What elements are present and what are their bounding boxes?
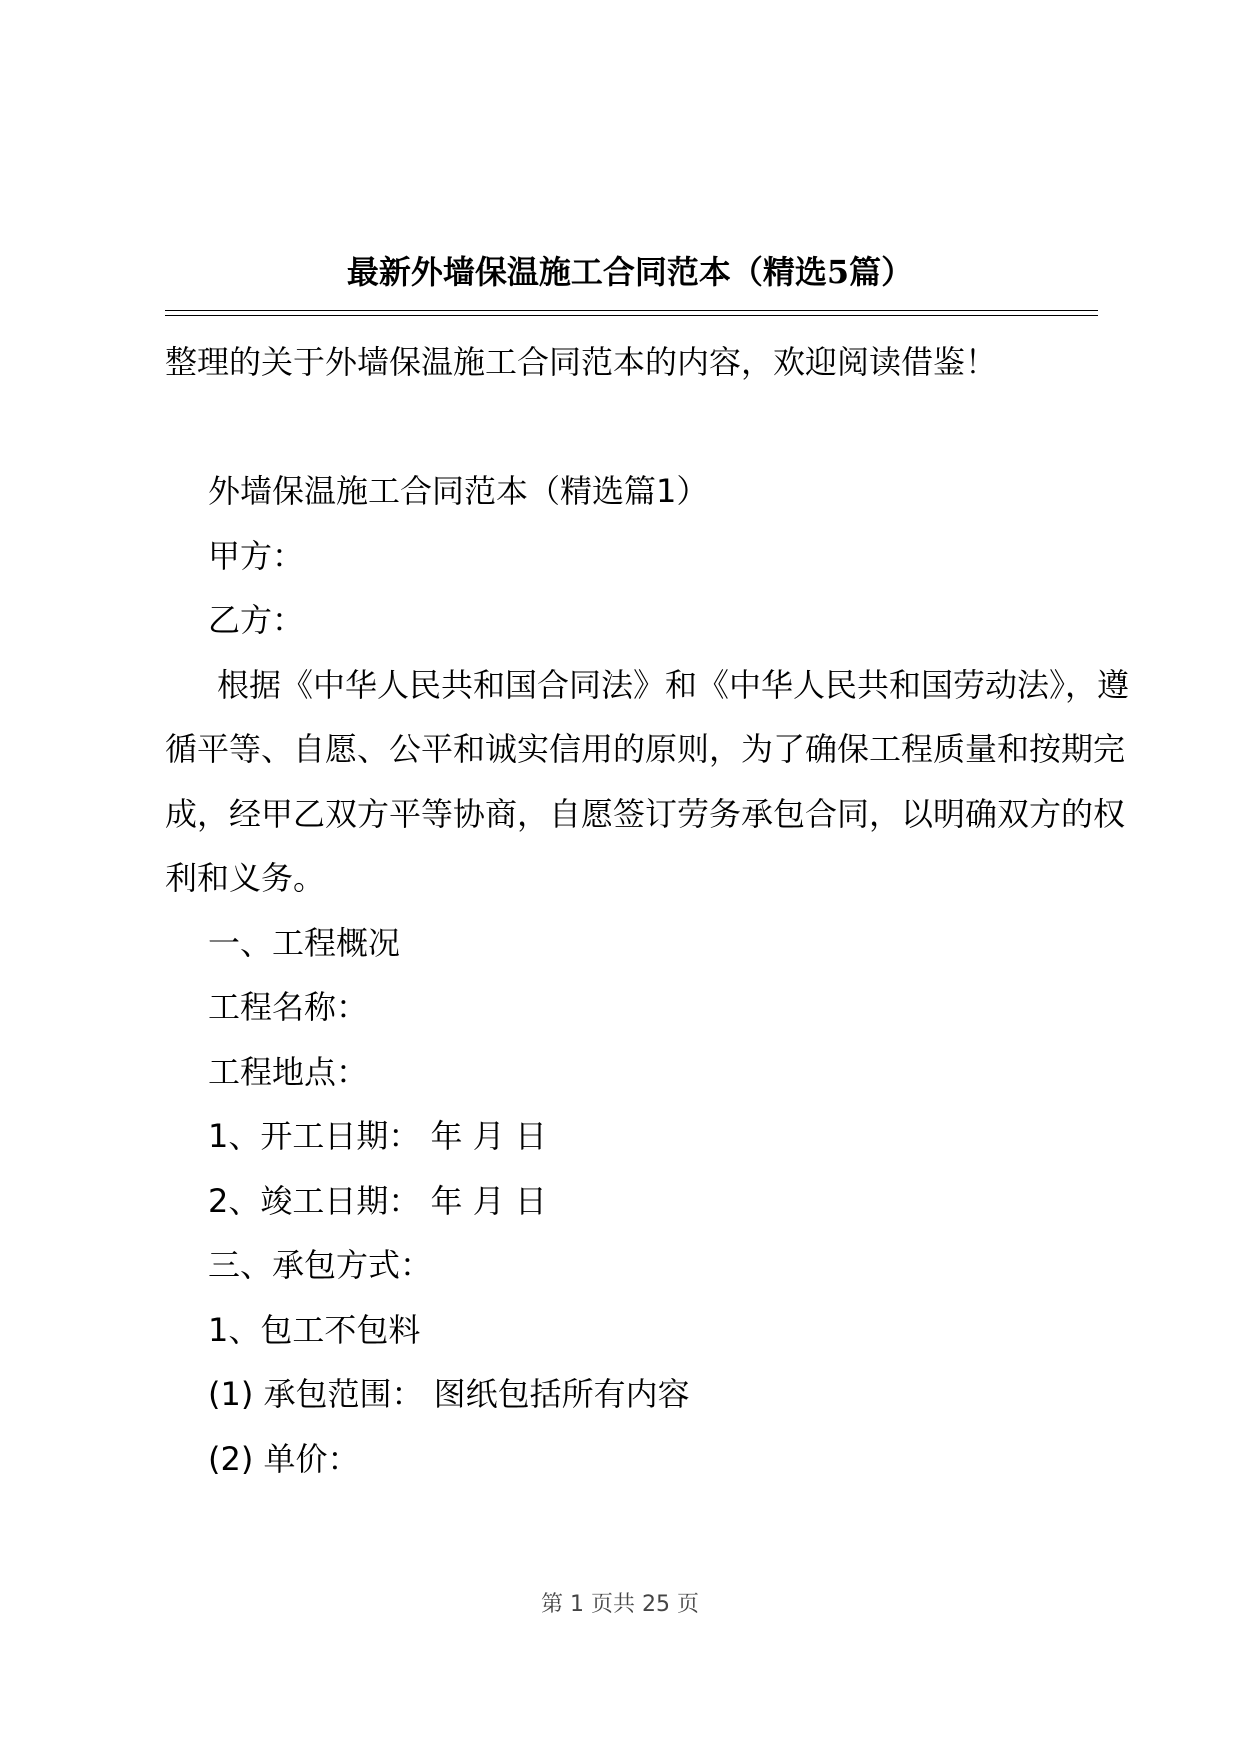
heading-contract-method: 三、承包方式： — [208, 1246, 433, 1284]
contract-paragraph: 根据《中华人民共和国合同法》和《中华人民共和国劳动法》，遵循平等、自愿、公平和诚实信用的原则，为了确保工程质量和按期完成，经甲乙双方平等协商，自愿签订劳务承包合同，以明确双方的权利和义务。 — [165, 665, 1130, 897]
party-a-label: 甲方： — [208, 536, 305, 575]
title-double-rule — [165, 310, 1098, 316]
section-title: 外墙保温施工合同范本（精选篇1） — [208, 472, 709, 510]
document-title: 最新外墙保温施工合同范本（精选5篇） — [346, 253, 914, 291]
heading-project-overview: 一、工程概况 — [208, 923, 401, 962]
intro-text: 整理的关于外墙保温施工合同范本的内容，欢迎阅读借鉴！ — [165, 343, 998, 381]
scope-line: (1) 承包范围： 图纸包括所有内容 — [208, 1375, 690, 1413]
project-location-label: 工程地点： — [208, 1052, 369, 1091]
page-footer: 第 1 页共 25 页 — [541, 1592, 699, 1617]
unit-price-line: (2) 单价： — [208, 1439, 360, 1478]
party-b-label: 乙方： — [208, 601, 305, 639]
blank-line — [165, 395, 1145, 460]
document-body — [165, 330, 1145, 1491]
start-date-line: 1、开工日期： 年 月 日 — [208, 1117, 547, 1155]
item-labor-only: 1、包工不包料 — [208, 1310, 421, 1349]
project-name-label: 工程名称： — [208, 988, 369, 1026]
end-date-line: 2、竣工日期： 年 月 日 — [208, 1181, 547, 1220]
